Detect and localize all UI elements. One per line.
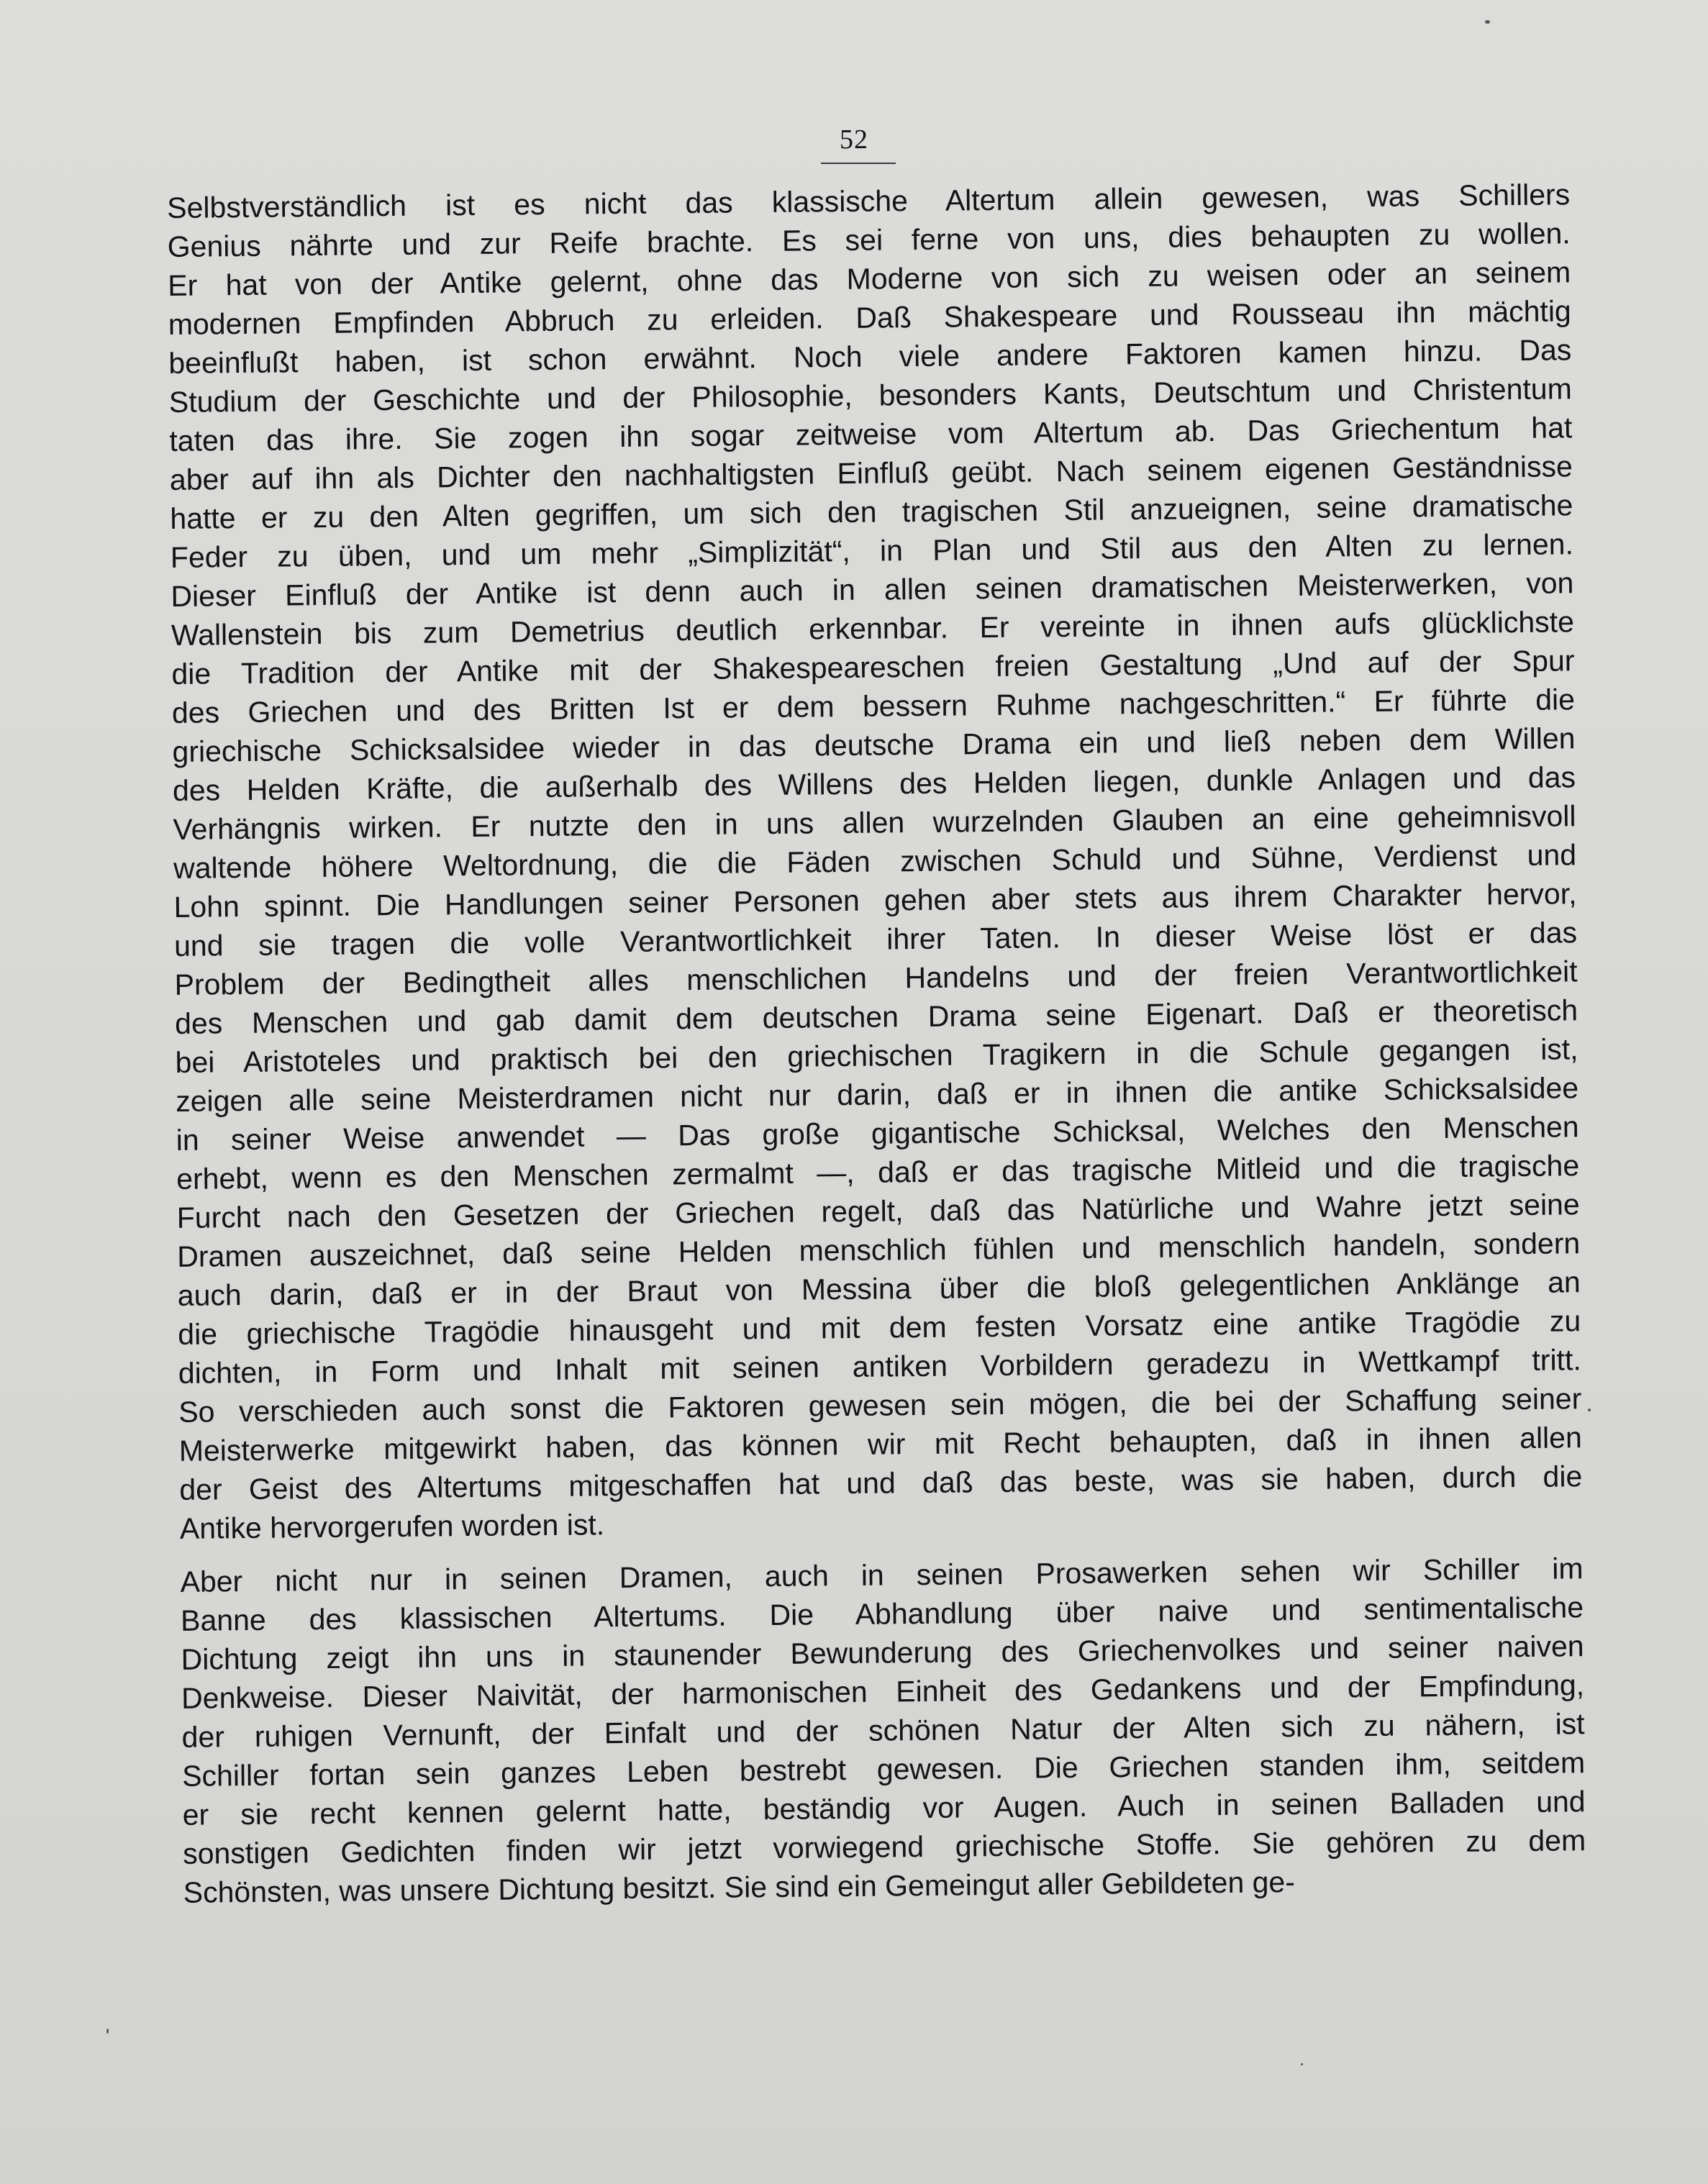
text-line: der ruhigen Vernunft, der Einfalt und der schönen Natur der Alten sich zu nähern, ist [181, 1707, 1585, 1754]
text-line: Selbstverständlich ist es nicht das klassische Altertum allein gewesen, was Schillers [167, 178, 1571, 224]
paper-speck [106, 2029, 109, 2034]
text-line: Banne des klassischen Altertums. Die Abhandlung über naive und sentimentalische [180, 1591, 1584, 1637]
text-line: griechische Schicksalsidee wieder in das deutsche Drama ein und ließ neben dem Willen [172, 722, 1576, 768]
text-line: Schiller fortan sein ganzes Leben bestrebt gewesen. Die Griechen standen ihm, seitdem [181, 1746, 1586, 1793]
text-line: und sie tragen die volle Verantwortlichkeit ihrer Taten. In dieser Weise löst er das [173, 916, 1578, 963]
page-number-rule [821, 163, 896, 164]
text-line: Aber nicht nur in seinen Dramen, auch in seinen Prosawerken sehen wir Schiller im [180, 1552, 1584, 1598]
text-line: Genius nährte und zur Reife brachte. Es sei ferne von uns, dies behaupten zu wollen. [167, 217, 1571, 263]
text-line: Furcht nach den Gesetzen der Griechen regelt, daß das Natürliche und Wahre jetzt seine [176, 1188, 1580, 1234]
text-line: der Geist des Altertums mitgeschaffen hat und daß das beste, was sie haben, durch die [179, 1460, 1583, 1506]
text-line: Denkweise. Dieser Naivität, der harmonischen Einheit des Gedankens und der Empfindung, [181, 1668, 1585, 1715]
text-line: waltende höhere Weltordnung, die die Fäden zwischen Schuld und Sühne, Verdienst und [173, 838, 1577, 885]
text-line: die griechische Tragödie hinausgeht und mit dem festen Vorsatz eine antike Tragödie zu [178, 1304, 1581, 1351]
text-line: sonstigen Gedichten finden wir jetzt vorwiegend griechische Stoffe. Sie gehören zu dem [183, 1824, 1586, 1870]
paper-speck [1588, 1409, 1591, 1411]
page-number: 52 [840, 124, 868, 155]
text-line: bei Aristoteles und praktisch bei den griechischen Tragikern in die Schule gegangen ist, [175, 1032, 1578, 1079]
text-line: modernen Empfinden Abbruch zu erleiden. Daß Shakespeare und Rousseau ihn mächtig [168, 294, 1571, 341]
text-line: Dramen auszeichnet, daß seine Helden menschlich fühlen und menschlich handeln, sondern [177, 1227, 1581, 1273]
text-line: Verhängnis wirken. Er nutzte den in uns allen wurzelnden Glauben an eine geheimnisvoll [173, 799, 1576, 846]
paper-speck [1301, 2063, 1303, 2065]
text-line: Er hat von der Antike gelernt, ohne das Moderne von sich zu weisen oder an seinem [168, 255, 1571, 302]
text-line: in seiner Weise anwendet — Das große gigantische Schicksal, Welches den Menschen [176, 1110, 1579, 1157]
text-line: Feder zu üben, und um mehr „Simplizität“, in Plan und Stil aus den Alten zu lernen. [170, 527, 1574, 574]
paragraph [167, 175, 1583, 1548]
text-line: Schönsten, was unsere Dichtung besitzt. Sie sind ein Gemeingut aller Gebildeten ge- [183, 1865, 1296, 1909]
text-line: des Griechen und des Britten Ist er dem bessern Ruhme nachgeschritten.“ Er führte die [171, 683, 1576, 729]
body-text [167, 175, 1586, 1912]
text-line: Dichtung zeigt ihn uns in staunender Bewunderung des Griechenvolkes und seiner naiven [181, 1629, 1584, 1676]
text-line: des Helden Kräfte, die außerhalb des Willens des Helden liegen, dunkle Anlagen und das [172, 760, 1576, 807]
text-line: des Menschen und gab damit dem deutschen Drama seine Eigenart. Daß er theoretisch [174, 993, 1578, 1040]
text-line: Meisterwerke mitgewirkt haben, das können wir mit Recht behaupten, daß in ihnen allen [178, 1421, 1582, 1468]
text-line: Dieser Einfluß der Antike ist denn auch in allen seinen dramatischen Meisterwerken, von [171, 566, 1574, 613]
text-line: dichten, in Form und Inhalt mit seinen antiken Vorbildern geradezu in Wettkampf tritt. [178, 1343, 1581, 1390]
text-line: erhebt, wenn es den Menschen zermalmt —, daß er das tragische Mitleid und die tragische [176, 1149, 1580, 1196]
text-line: Lohn spinnt. Die Handlungen seiner Personen gehen aber stets aus ihrem Charakter hervor, [173, 877, 1577, 924]
text-line: er sie recht kennen gelernt hatte, beständig vor Augen. Auch in seinen Balladen und [182, 1785, 1586, 1832]
text-line: Wallenstein bis zum Demetrius deutlich erkennbar. Er vereinte in ihnen aufs glücklichste [171, 605, 1575, 652]
text-line: Studium der Geschichte und der Philosophie, besonders Kants, Deutschtum und Christentum [168, 372, 1572, 419]
text-line: zeigen alle seine Meisterdramen nicht nur darin, daß er in ihnen die antike Schicksalsidee [175, 1071, 1579, 1118]
text-line: So verschieden auch sonst die Faktoren gewesen sein mögen, die bei der Schaffung seiner [178, 1382, 1582, 1429]
text-line: Problem der Bedingtheit alles menschlichen Handelns und der freien Verantwortlichkeit [174, 955, 1578, 1001]
text-line: taten das ihre. Sie zogen ihn sogar zeitweise vom Altertum ab. Das Griechentum hat [169, 411, 1573, 458]
text-line: auch darin, daß er in der Braut von Messina über die bloß gelegentlichen Anklänge an [177, 1265, 1581, 1312]
text-line: hatte er zu den Alten gegriffen, um sich den tragischen Stil anzueignen, seine dramatische [170, 488, 1573, 535]
paper-speck [1485, 20, 1490, 24]
paragraph [180, 1549, 1586, 1912]
text-line: beeinflußt haben, ist schon erwähnt. Noch viele andere Faktoren kamen hinzu. Das [168, 333, 1572, 380]
text-line: aber auf ihn als Dichter den nachhaltigsten Einfluß geübt. Nach seinem eigenen Geständnisse [169, 450, 1573, 496]
text-line: die Tradition der Antike mit der Shakespeareschen freien Gestaltung „Und auf der Spur [171, 644, 1575, 691]
text-line: Antike hervorgerufen worden ist. [179, 1508, 605, 1545]
